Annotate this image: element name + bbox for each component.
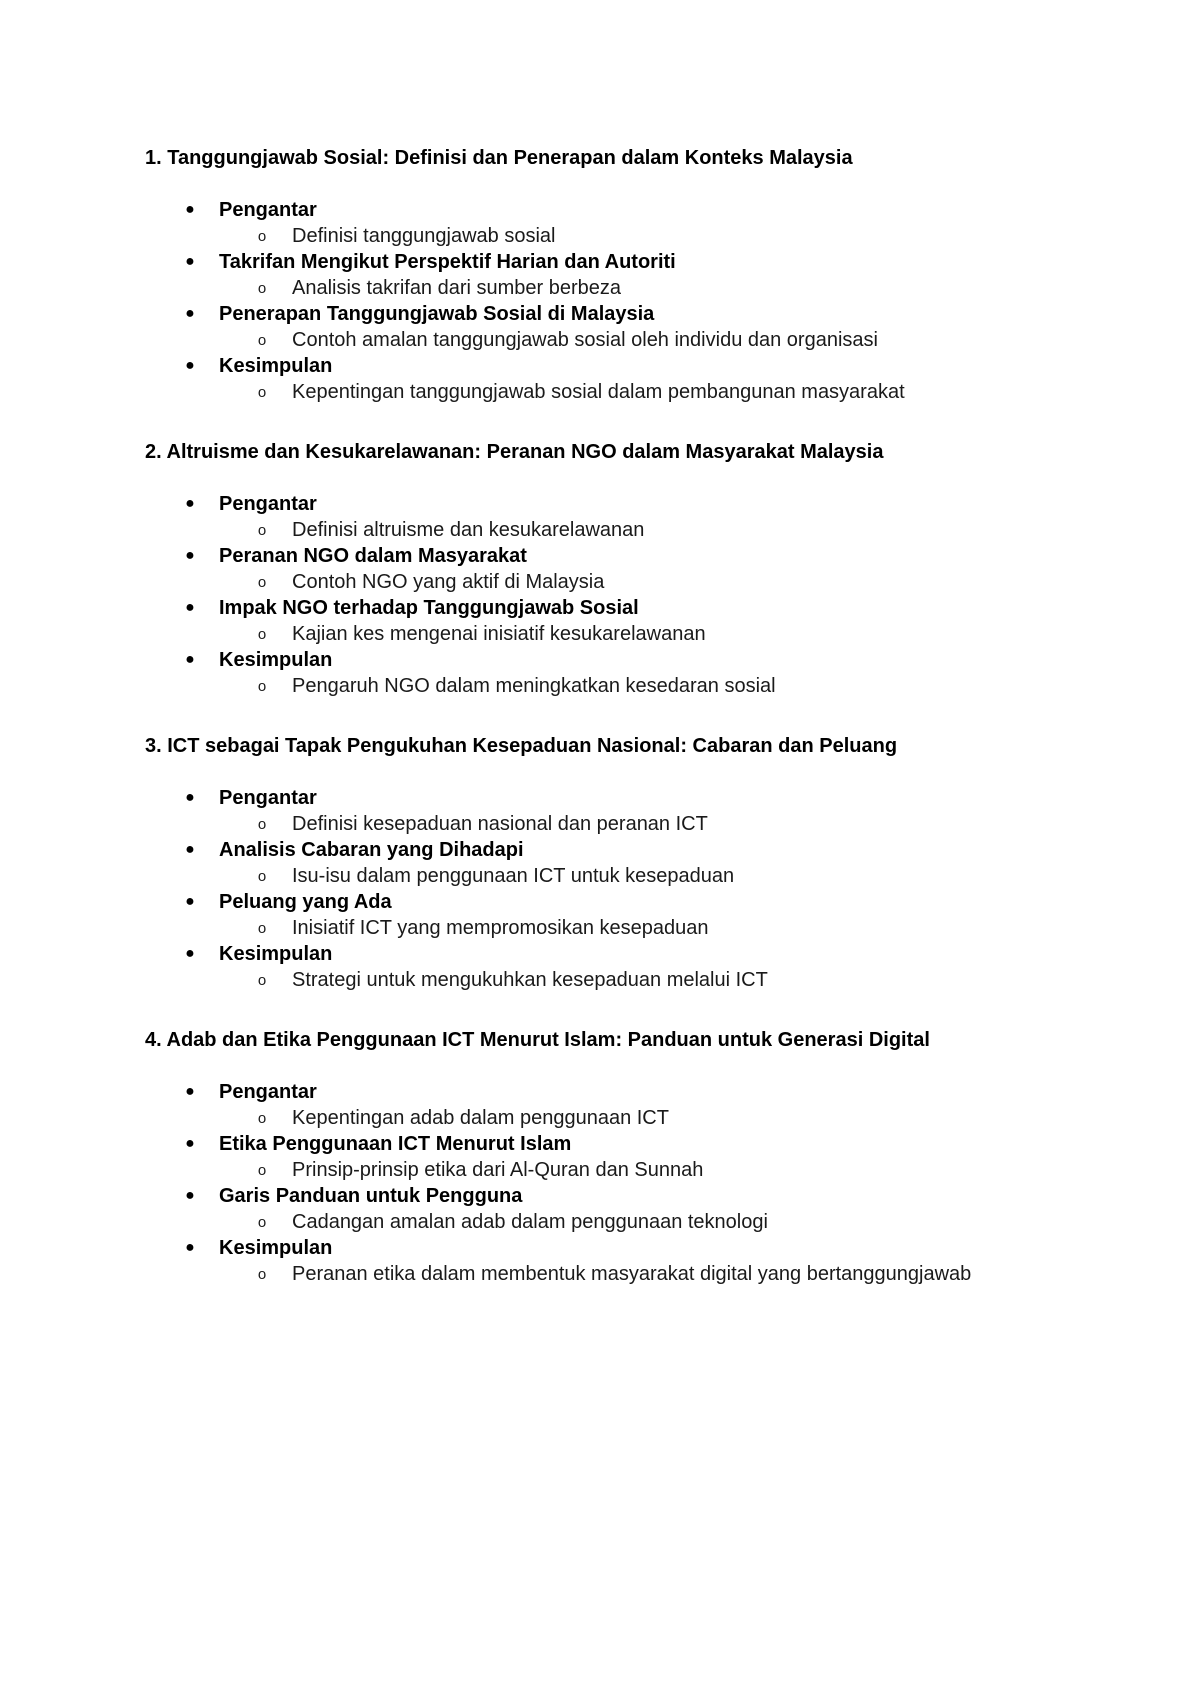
section-title: 1. Tanggungjawab Sosial: Definisi dan Penerapan dalam Konteks Malaysia <box>145 147 853 169</box>
circle-bullet-icon: o <box>257 1110 267 1127</box>
circle-bullet-icon: o <box>257 522 267 539</box>
sub-item <box>145 569 1065 595</box>
topic-heading <box>145 1079 1065 1105</box>
topic-heading <box>145 647 1065 673</box>
circle-bullet-icon: o <box>257 1266 267 1283</box>
topic-heading <box>145 1183 1065 1209</box>
topic-heading <box>145 837 1065 863</box>
section-title: 4. Adab dan Etika Penggunaan ICT Menurut Islam: Panduan untuk Generasi Digital <box>145 1029 930 1051</box>
sub-item-text: Strategi untuk mengukuhkan kesepaduan melalui ICT <box>292 969 768 991</box>
sub-item <box>145 673 1065 699</box>
sub-item-text: Pengaruh NGO dalam meningkatkan kesedaran sosial <box>292 675 776 697</box>
bullet-icon: ● <box>185 1239 195 1256</box>
bullet-icon: ● <box>185 357 195 374</box>
circle-bullet-icon: o <box>257 332 267 349</box>
topic-heading <box>145 1131 1065 1157</box>
sub-item-text: Kajian kes mengenai inisiatif kesukarelawanan <box>292 623 706 645</box>
bullet-icon: ● <box>185 893 195 910</box>
topic-label: Pengantar <box>219 199 317 221</box>
sub-item <box>145 223 1065 249</box>
topic-label: Analisis Cabaran yang Dihadapi <box>219 839 524 861</box>
bullet-icon: ● <box>185 1135 195 1152</box>
sub-item <box>145 1261 1065 1287</box>
circle-bullet-icon: o <box>257 1214 267 1231</box>
topic-label: Etika Penggunaan ICT Menurut Islam <box>219 1133 572 1155</box>
bullet-icon: ● <box>185 495 195 512</box>
bullet-icon: ● <box>185 201 195 218</box>
sub-item <box>145 915 1065 941</box>
sub-item <box>145 811 1065 837</box>
topic-heading <box>145 491 1065 517</box>
bullet-icon: ● <box>185 1083 195 1100</box>
bullet-icon: ● <box>185 253 195 270</box>
topic-label: Pengantar <box>219 493 317 515</box>
sub-item <box>145 863 1065 889</box>
section-3 <box>145 733 1065 993</box>
sub-item-text: Kepentingan adab dalam penggunaan ICT <box>292 1107 669 1129</box>
sub-item-text: Definisi kesepaduan nasional dan peranan ICT <box>292 813 708 835</box>
topic-label: Garis Panduan untuk Pengguna <box>219 1185 523 1207</box>
sub-item <box>145 1105 1065 1131</box>
topic-list <box>145 491 1065 699</box>
topic-heading <box>145 353 1065 379</box>
topic-label: Kesimpulan <box>219 649 333 671</box>
topic-label: Peranan NGO dalam Masyarakat <box>219 545 527 567</box>
topic-heading <box>145 197 1065 223</box>
sub-item-text: Definisi tanggungjawab sosial <box>292 225 556 247</box>
sub-item-text: Inisiatif ICT yang mempromosikan kesepaduan <box>292 917 709 939</box>
bullet-icon: ● <box>185 599 195 616</box>
bullet-icon: ● <box>185 841 195 858</box>
topic-heading <box>145 595 1065 621</box>
section-title: 3. ICT sebagai Tapak Pengukuhan Kesepaduan Nasional: Cabaran dan Peluang <box>145 735 898 757</box>
circle-bullet-icon: o <box>257 678 267 695</box>
sub-item <box>145 621 1065 647</box>
topic-label: Impak NGO terhadap Tanggungjawab Sosial <box>219 597 639 619</box>
document-content <box>145 145 1065 1321</box>
bullet-icon: ● <box>185 547 195 564</box>
list-item <box>145 301 1065 353</box>
bullet-icon: ● <box>185 945 195 962</box>
section-1 <box>145 145 1065 405</box>
section-title: 2. Altruisme dan Kesukarelawanan: Peranan NGO dalam Masyarakat Malaysia <box>145 441 884 463</box>
list-item <box>145 595 1065 647</box>
sub-item-text: Contoh amalan tanggungjawab sosial oleh individu dan organisasi <box>292 329 878 351</box>
list-item <box>145 889 1065 941</box>
sub-item-text: Cadangan amalan adab dalam penggunaan teknologi <box>292 1211 768 1233</box>
list-item <box>145 647 1065 699</box>
topic-label: Pengantar <box>219 787 317 809</box>
topic-list <box>145 785 1065 993</box>
list-item <box>145 543 1065 595</box>
sub-item-text: Contoh NGO yang aktif di Malaysia <box>292 571 605 593</box>
topic-heading <box>145 249 1065 275</box>
topic-label: Takrifan Mengikut Perspektif Harian dan Autoriti <box>219 251 676 273</box>
list-item <box>145 197 1065 249</box>
list-item <box>145 941 1065 993</box>
sub-item <box>145 379 1065 405</box>
circle-bullet-icon: o <box>257 626 267 643</box>
circle-bullet-icon: o <box>257 972 267 989</box>
sub-item-text: Peranan etika dalam membentuk masyarakat digital yang bertanggungjawab <box>292 1263 972 1285</box>
topic-heading <box>145 1235 1065 1261</box>
sub-item-text: Isu-isu dalam penggunaan ICT untuk kesepaduan <box>292 865 735 887</box>
list-item <box>145 785 1065 837</box>
sub-item-text: Prinsip-prinsip etika dari Al-Quran dan Sunnah <box>292 1159 704 1181</box>
list-item <box>145 1183 1065 1235</box>
list-item <box>145 1235 1065 1287</box>
sub-item-text: Analisis takrifan dari sumber berbeza <box>292 277 622 299</box>
list-item <box>145 249 1065 301</box>
sub-item <box>145 967 1065 993</box>
circle-bullet-icon: o <box>257 1162 267 1179</box>
topic-heading <box>145 785 1065 811</box>
list-item <box>145 1131 1065 1183</box>
circle-bullet-icon: o <box>257 574 267 591</box>
sub-item <box>145 327 1065 353</box>
topic-list <box>145 197 1065 405</box>
topic-heading <box>145 889 1065 915</box>
sub-item-text: Definisi altruisme dan kesukarelawanan <box>292 519 645 541</box>
circle-bullet-icon: o <box>257 280 267 297</box>
sub-item-text: Kepentingan tanggungjawab sosial dalam pembangunan masyarakat <box>292 381 905 403</box>
topic-heading <box>145 941 1065 967</box>
circle-bullet-icon: o <box>257 228 267 245</box>
sub-item <box>145 517 1065 543</box>
list-item <box>145 1079 1065 1131</box>
bullet-icon: ● <box>185 651 195 668</box>
circle-bullet-icon: o <box>257 920 267 937</box>
section-2 <box>145 439 1065 699</box>
circle-bullet-icon: o <box>257 868 267 885</box>
circle-bullet-icon: o <box>257 816 267 833</box>
topic-label: Pengantar <box>219 1081 317 1103</box>
topic-label: Penerapan Tanggungjawab Sosial di Malaysia <box>219 303 655 325</box>
sub-item <box>145 1157 1065 1183</box>
section-4 <box>145 1027 1065 1287</box>
list-item <box>145 491 1065 543</box>
topic-list <box>145 1079 1065 1287</box>
topic-label: Kesimpulan <box>219 355 333 377</box>
list-item <box>145 353 1065 405</box>
sub-item <box>145 1209 1065 1235</box>
bullet-icon: ● <box>185 305 195 322</box>
topic-heading <box>145 301 1065 327</box>
topic-heading <box>145 543 1065 569</box>
topic-label: Kesimpulan <box>219 1237 333 1259</box>
topic-label: Kesimpulan <box>219 943 333 965</box>
sub-item <box>145 275 1065 301</box>
topic-label: Peluang yang Ada <box>219 891 392 913</box>
bullet-icon: ● <box>185 789 195 806</box>
list-item <box>145 837 1065 889</box>
bullet-icon: ● <box>185 1187 195 1204</box>
circle-bullet-icon: o <box>257 384 267 401</box>
